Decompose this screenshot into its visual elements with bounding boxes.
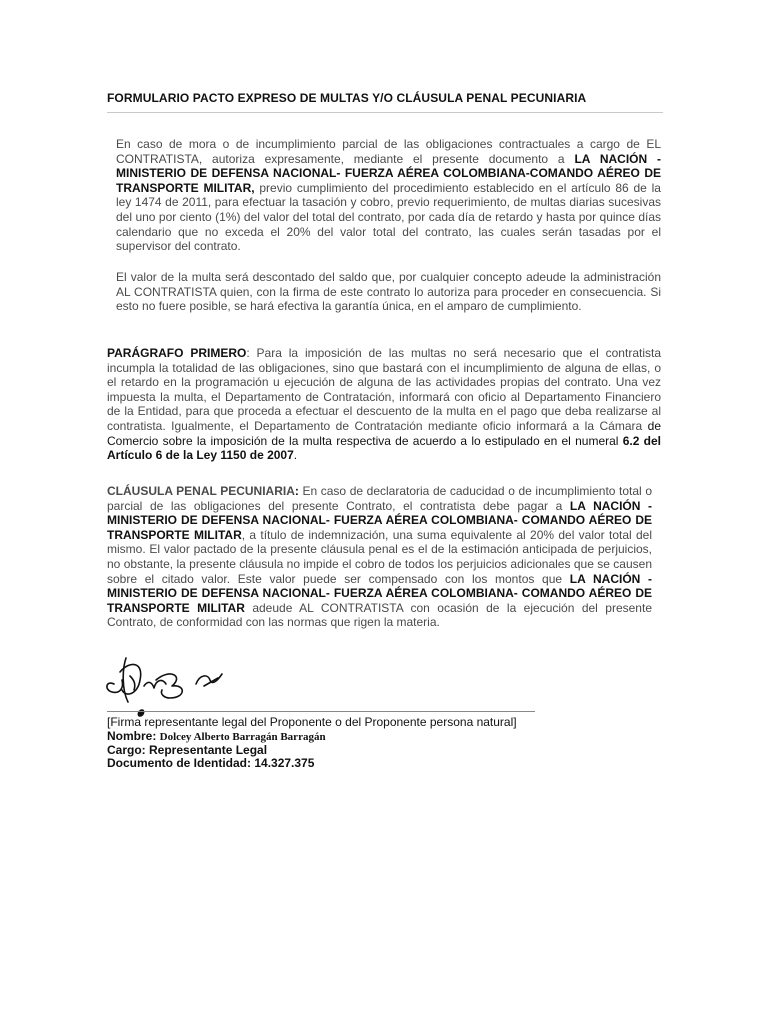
p4-text-2: , a título de indemnización, una suma equivalente al 20% del valor total del mismo. El valor pactado de la presente cláusula penal es el de la estimación anticipada de perjuicios, no obstante, la presente cláusula no impide el cobro de todos los perjuicios adicionales que se causen sobre el citado valor. Este valor puede ser compensado con los montos que: [107, 527, 652, 586]
signer-role-row: [107, 743, 267, 757]
p4-text-1: En caso de declaratoria de caducidad o de incumplimiento total o parcial de las obligaciones del presente Contrato, el contratista debe pagar a: [107, 484, 652, 513]
p1-text-1: En caso de mora o de incumplimiento parcial de las obligaciones contractuales a cargo de EL CONTRATISTA, autoriza expresamente, mediante el presente documento a: [116, 137, 661, 166]
signature-line: [107, 711, 535, 712]
p3-text-2: de Comercio sobre la imposición de la multa respectiva de acuerdo a lo estipulado en el numeral: [107, 418, 661, 448]
document-title: FORMULARIO PACTO EXPRESO DE MULTAS Y/O CLÁUSULA PENAL PECUNIARIA: [107, 91, 587, 105]
signer-name-row: [107, 729, 326, 743]
p1-text-2: previo cumplimiento del procedimiento establecido en el artículo 86 de la ley 1474 de 2011, para efectuar la tasación y cobro, previo requerimiento, de multas diarias sucesivas del uno por ciento (1%) del valor del total del contrato, por cada día de retardo y hasta por quince días calendario que no exceda el 20% del valor total del contrato, las cuales serán tasadas por el supervisor del contrato.: [116, 180, 661, 254]
p4-entity-name-2: LA NACIÓN -MINISTERIO DE DEFENSA NACIONAL- FUERZA AÉREA COLOMBIANA- COMANDO AÉREO DE TRANSPORTE MILITAR: [107, 571, 652, 615]
signature-caption: [Firma representante legal del Proponente o del Proponente persona natural]: [107, 715, 517, 729]
paragraph-mora: [116, 137, 661, 254]
signer-name-label: Nombre:: [107, 729, 160, 743]
signer-role-label: Cargo:: [107, 743, 149, 757]
p4-colon: :: [294, 484, 299, 498]
p4-text-3: adeude AL CONTRATISTA con ocasión de la ejecución del presente Contrato, de conformidad con las normas que rigen la materia.: [107, 600, 652, 630]
signer-name-value: Dolcey Alberto Barragán Barragán: [159, 731, 326, 743]
p4-entity-name-1: LA NACIÓN - MINISTERIO DE DEFENSA NACIONAL- FUERZA AÉREA COLOMBIANA- COMANDO AÉREO DE TRANSPORTE MILITAR: [107, 498, 653, 542]
signer-id-label: Documento de Identidad:: [107, 756, 255, 770]
p1-entity-name: LA NACIÓN - MINISTERIO DE DEFENSA NACIONAL- FUERZA AÉREA COLOMBIANA-COMANDO AÉREO DE TRANSPORTE MILITAR,: [116, 151, 661, 195]
signer-id-row: [107, 756, 314, 770]
p3-text-1: : Para la imposición de las multas no será necesario que el contratista incumpla la totalidad de las obligaciones, sino que bastará con el incumplimiento de alguna de ellas, o el retardo en la programación u ejecución de alguna de las actividades propias del contrato. Una vez impuesta la multa, el Departamento de Contratación, informará con oficio al Departamento Financiero de la Entidad, para que proceda a efectuar el descuento de la multa en el pago que deba realizarse al contratista. Igualmente, el Departamento de Contratación mediante oficio informará a la Cámara: [107, 346, 661, 433]
signer-id-value: 14.327.375: [254, 756, 315, 770]
signer-role-value: Representante Legal: [149, 743, 268, 757]
paragraph-paragrafo-primero: [107, 346, 661, 463]
paragraph-clausula-penal: [107, 484, 652, 630]
paragraph-descuento: El valor de la multa será descontado del saldo que, por cualquier concepto adeude la administración AL CONTRATISTA quien, con la firma de este contrato lo autoriza para proceder en consecuencia. Si esto no fuere posible, se hará efectiva la garantía única, en el amparo de cumplimiento.: [116, 270, 661, 314]
p3-law-reference: 6.2 del Artículo 6 de la Ley 1150 de 2007: [107, 433, 661, 463]
p3-text-3: .: [293, 448, 298, 463]
p4-heading: CLÁUSULA PENAL PECUNIARIA: [107, 484, 295, 498]
title-divider: [107, 112, 663, 113]
p3-heading: PARÁGRAFO PRIMERO: [107, 346, 247, 360]
